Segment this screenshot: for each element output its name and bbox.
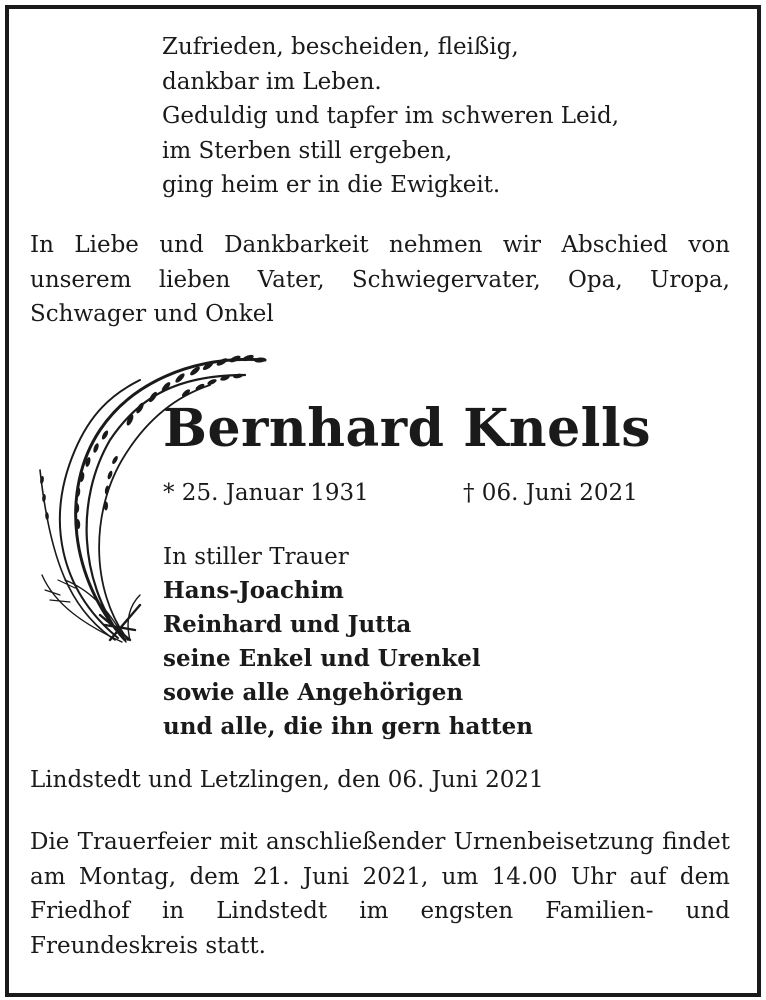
ceremony-notice: Die Trauerfeier mit anschließender Urnenbeisetzung findet am Montag, dem 21. Juni 2021, um 14.00 Uhr auf dem Friedhof in Lindstedt im engsten Familien- und Freundeskreis statt.: [30, 829, 730, 959]
poem-line: dankbar im Leben.: [162, 68, 382, 95]
farewell-intro: In Liebe und Dankbarkeit nehmen wir Abschied von unserem lieben Vater, Schwiegervater, Opa, Uropa, Schwager und Onkel: [30, 232, 730, 327]
poem-line: ging heim er in die Ewigkeit.: [162, 172, 501, 198]
mourner-name: Hans-Joachim: [163, 577, 344, 604]
poem-line: Geduldig und tapfer im schweren Leid,: [162, 103, 620, 129]
poem-line: im Sterben still ergeben,: [162, 137, 453, 164]
mourner-name: seine Enkel und Urenkel: [163, 645, 481, 672]
place-and-date: Lindstedt und Letzlingen, den 06. Juni 2021: [30, 767, 544, 793]
birth-date: * 25. Januar 1931: [163, 480, 369, 506]
mourners-heading: In stiller Trauer: [163, 544, 349, 570]
memorial-poem: [162, 30, 619, 203]
life-dates: [163, 480, 638, 506]
mourner-name: sowie alle Angehörigen: [163, 679, 464, 706]
mourner-name: Reinhard und Jutta: [163, 611, 412, 638]
mourners-list: [163, 540, 533, 744]
poem-line: Zufrieden, bescheiden, fleißig,: [162, 34, 519, 60]
mourner-name: und alle, die ihn gern hatten: [163, 713, 533, 740]
death-date: † 06. Juni 2021: [463, 480, 638, 506]
deceased-name: Bernhard Knells: [163, 398, 651, 459]
